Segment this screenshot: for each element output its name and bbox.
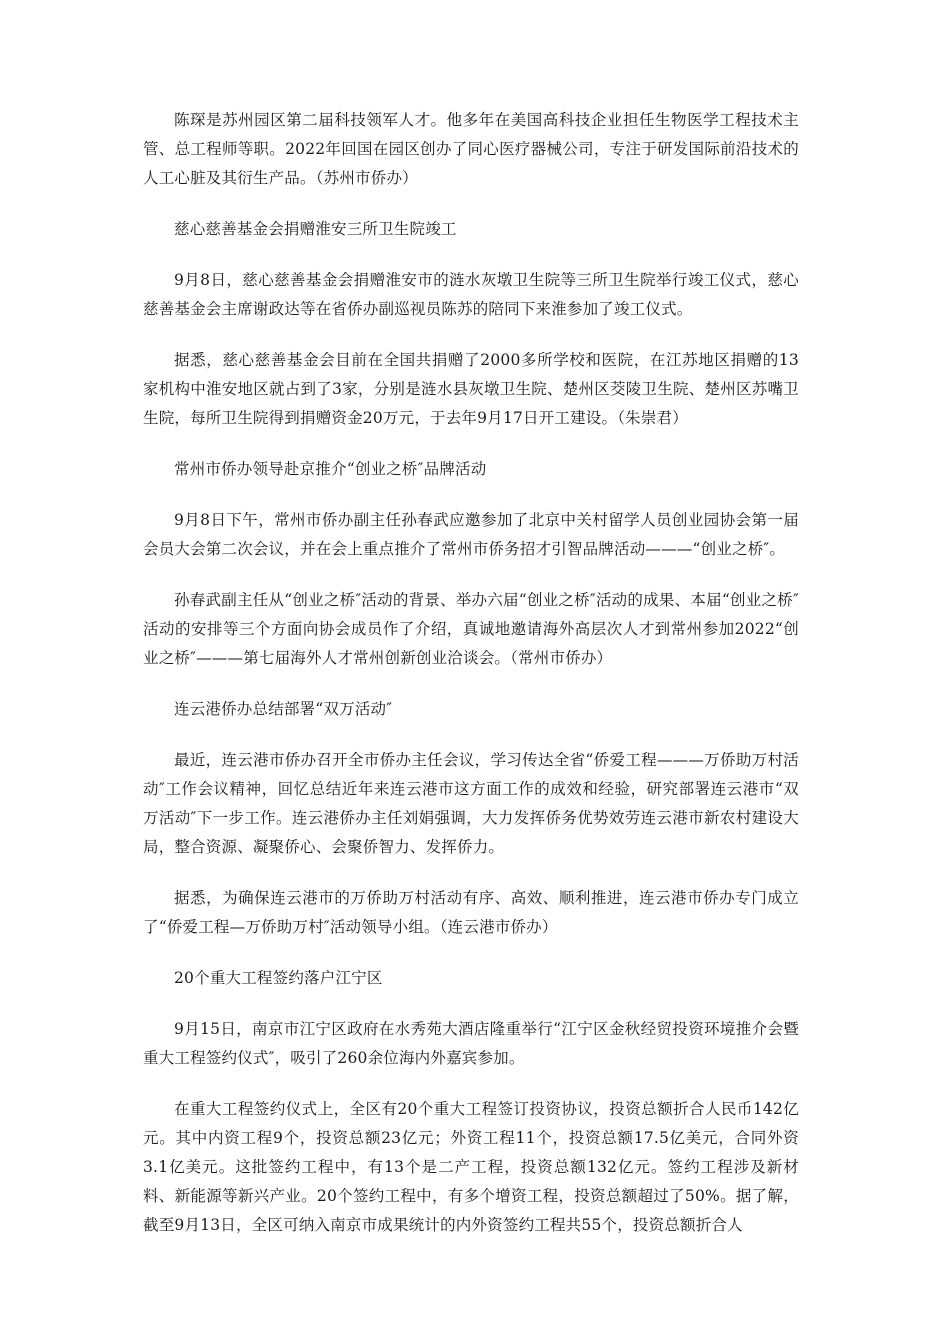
paragraph-lianyungang-meeting: 最近，连云港市侨办召开全市侨办主任会议，学习传达全省“侨爱工程———万侨助万村活动″工作会议精神，回忆总结近年来连云港市这方面工作的成效和经验，研究部署连云港市“双万活动″下一步工作。连云港侨办主任刘娟强调，大力发挥侨务优势效劳连云港市新农村建设大局，整合资源、凝聚侨心、会聚侨智力、发挥侨力。 (143, 751, 799, 856)
paragraph-suzhou-talent: 陈琛是苏州园区第二届科技领军人才。他多年在美国高科技企业担任生物医学工程技术主管、总工程师等职。2022年回国在园区创办了同心医疗器械公司，专注于研发国际前沿技术的人工心脏及其衍生产品。（苏州市侨办） (143, 111, 799, 187)
paragraph-changzhou-meeting: 9月8日下午，常州市侨办副主任孙春武应邀参加了北京中关村留学人员创业园协会第一届会员大会第二次会议，并在会上重点推介了常州市侨务招才引智品牌活动———“创业之桥″。 (143, 511, 799, 558)
heading-jiangning-projects: 20个重大工程签约落户江宁区 (174, 969, 383, 987)
paragraph-jiangning-ceremony: 9月15日，南京市江宁区政府在水秀苑大酒店隆重举行“江宁区金秋经贸投资环境推介会暨重大工程签约仪式″，吸引了260余位海内外嘉宾参加。 (143, 1020, 799, 1067)
paragraph-changzhou-introduction: 孙春武副主任从“创业之桥″活动的背景、举办六届“创业之桥″活动的成果、本届“创业之桥″活动的安排等三个方面向协会成员作了介绍，真诚地邀请海外高层次人才到常州参加2022“创业之桥″———第七届海外人才常州创新创业洽谈会。（常州市侨办） (143, 591, 799, 667)
paragraph-cixin-ceremony: 9月8日，慈心慈善基金会捐赠淮安市的涟水灰墩卫生院等三所卫生院举行竣工仪式，慈心慈善基金会主席谢政达等在省侨办副巡视员陈苏的陪同下来淮参加了竣工仪式。 (143, 271, 799, 318)
heading-changzhou-bridge: 常州市侨办领导赴京推介“创业之桥″品牌活动 (174, 460, 487, 478)
paragraph-lianyungang-group: 据悉，为确保连云港市的万侨助万村活动有序、高效、顺利推进，连云港市侨办专门成立了“侨爱工程—万侨助万村″活动领导小组。（连云港市侨办） (143, 889, 799, 936)
paragraph-cixin-details: 据悉，慈心慈善基金会目前在全国共捐赠了2000多所学校和医院，在江苏地区捐赠的13家机构中淮安地区就占到了3家，分别是涟水县灰墩卫生院、楚州区茭陵卫生院、楚州区苏嘴卫生院，每所卫生院得到捐赠资金20万元，于去年9月17日开工建设。（朱崇君） (143, 351, 799, 427)
heading-lianyungang-shuangwan: 连云港侨办总结部署“双万活动″ (174, 700, 393, 718)
heading-cixin-foundation: 慈心慈善基金会捐赠淮安三所卫生院竣工 (174, 220, 457, 238)
document-page (143, 106, 799, 1262)
paragraph-jiangning-investment: 在重大工程签约仪式上，全区有20个重大工程签订投资协议，投资总额折合人民币142亿元。其中内资工程9个，投资总额23亿元；外资工程11个，投资总额17.5亿美元，合同外资3.1亿美元。这批签约工程中，有13个是二产工程，投资总额132亿元。签约工程涉及新材料、新能源等新兴产业。20个签约工程中，有多个增资工程，投资总额超过了50%。据了解，截至9月13日，全区可纳入南京市成果统计的内外资签约工程共55个，投资总额折合人 (143, 1100, 799, 1234)
